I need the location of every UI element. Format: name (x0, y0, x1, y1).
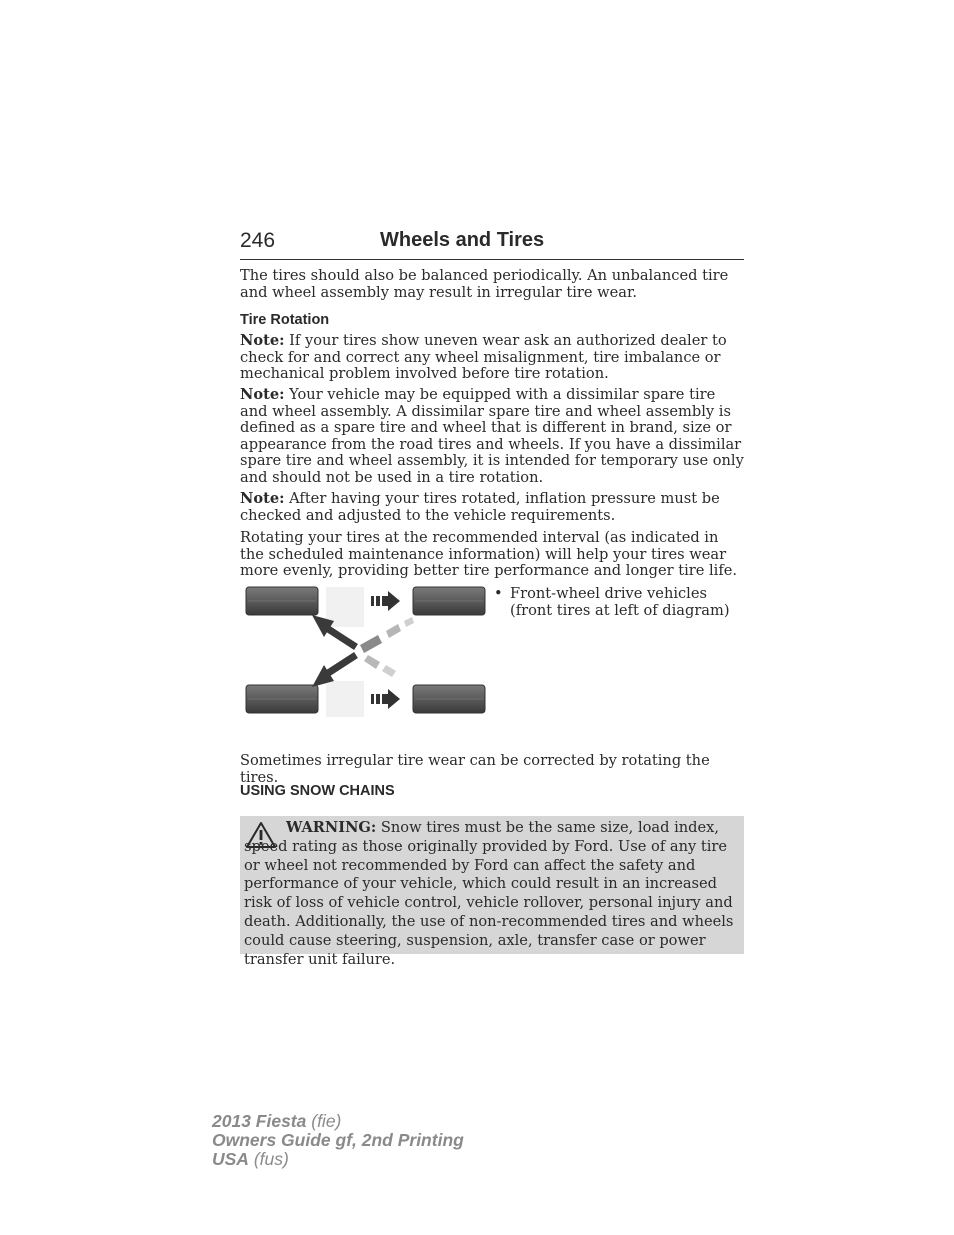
page-number: 246 (240, 229, 276, 252)
snow-chains-heading: USING SNOW CHAINS (240, 783, 395, 799)
arrow-right-dashed-icon (371, 591, 400, 611)
page-header (240, 229, 744, 260)
footer-model: 2013 Fiesta (212, 1111, 307, 1131)
footer-region-code: (fus) (248, 1149, 289, 1169)
tire-rotation-heading: Tire Rotation (240, 312, 330, 328)
bullet-item (494, 585, 746, 619)
note-label: Note: (240, 490, 285, 507)
page-footer (212, 1112, 464, 1169)
note-text: If your tires show uneven wear ask an authorized dealer to check for and correct any wheel misalignment, tire imbalance or mechanical problem involved before tire rotation. (240, 332, 727, 383)
arrow-diagonal-dashed-icon (360, 617, 414, 677)
footer-line-3 (212, 1150, 464, 1169)
note-paragraph-2 (240, 387, 746, 487)
warning-body: Snow tires must be the same size, load index, speed rating as those originally provided by Ford. Use of any tire or wheel not recommended by Ford can affect the safety and performance of your vehicle, which could result in an increased risk of loss of vehicle control, vehicle rollover, personal injury and death. Additionally, the use of non-recommended tires and wheels could cause steering, suspension, axle, transfer case or power transfer unit failure. (244, 819, 734, 968)
tire-front-right-icon (413, 587, 485, 615)
tire-rear-left-icon (246, 685, 318, 713)
footer-model-code: (fie) (306, 1111, 342, 1131)
note-text: Your vehicle may be equipped with a dissimilar spare tire and wheel assembly. A dissimilar spare tire and wheel assembly is defined as a spare tire and wheel that is different in brand, size or appearance from the road tires and wheels. If you have a dissimilar spare tire and wheel assembly, it is intended for temporary use only and should not be used in a tire rotation. (240, 386, 744, 486)
warning-text (244, 819, 740, 969)
note-label: Note: (240, 332, 285, 349)
tire-rotation-diagram-svg (240, 585, 490, 720)
center-band (326, 681, 364, 717)
warning-box (240, 816, 744, 968)
bullet-text: Front-wheel drive vehicles (front tires at left of diagram) (510, 585, 730, 619)
bullet-dot: • (494, 585, 503, 602)
note-paragraph-1 (240, 333, 746, 383)
footer-line-1 (212, 1112, 464, 1131)
tire-rotation-diagram (240, 585, 490, 720)
note-paragraph-3 (240, 491, 746, 524)
section-title: Wheels and Tires (380, 229, 545, 251)
after-diagram-paragraph: Sometimes irregular tire wear can be corrected by rotating the tires. (240, 752, 710, 786)
footer-region: USA (212, 1149, 249, 1169)
tire-rear-right-icon (413, 685, 485, 713)
warning-label: WARNING: (286, 819, 377, 836)
intro-paragraph: The tires should also be balanced periodically. An unbalanced tire and wheel assembly may result in irregular tire wear. (240, 267, 729, 301)
arrow-right-dashed-icon (371, 689, 400, 709)
footer-line-2: Owners Guide gf, 2nd Printing (212, 1130, 464, 1150)
note-label: Note: (240, 386, 285, 403)
rotating-paragraph: Rotating your tires at the recommended interval (as indicated in the scheduled maintenance information) will help your tires wear more evenly, providing better tire performance and longer tire life. (240, 529, 738, 580)
tire-front-left-icon (246, 587, 318, 615)
note-text: After having your tires rotated, inflation pressure must be checked and adjusted to the vehicle requirements. (240, 490, 720, 524)
